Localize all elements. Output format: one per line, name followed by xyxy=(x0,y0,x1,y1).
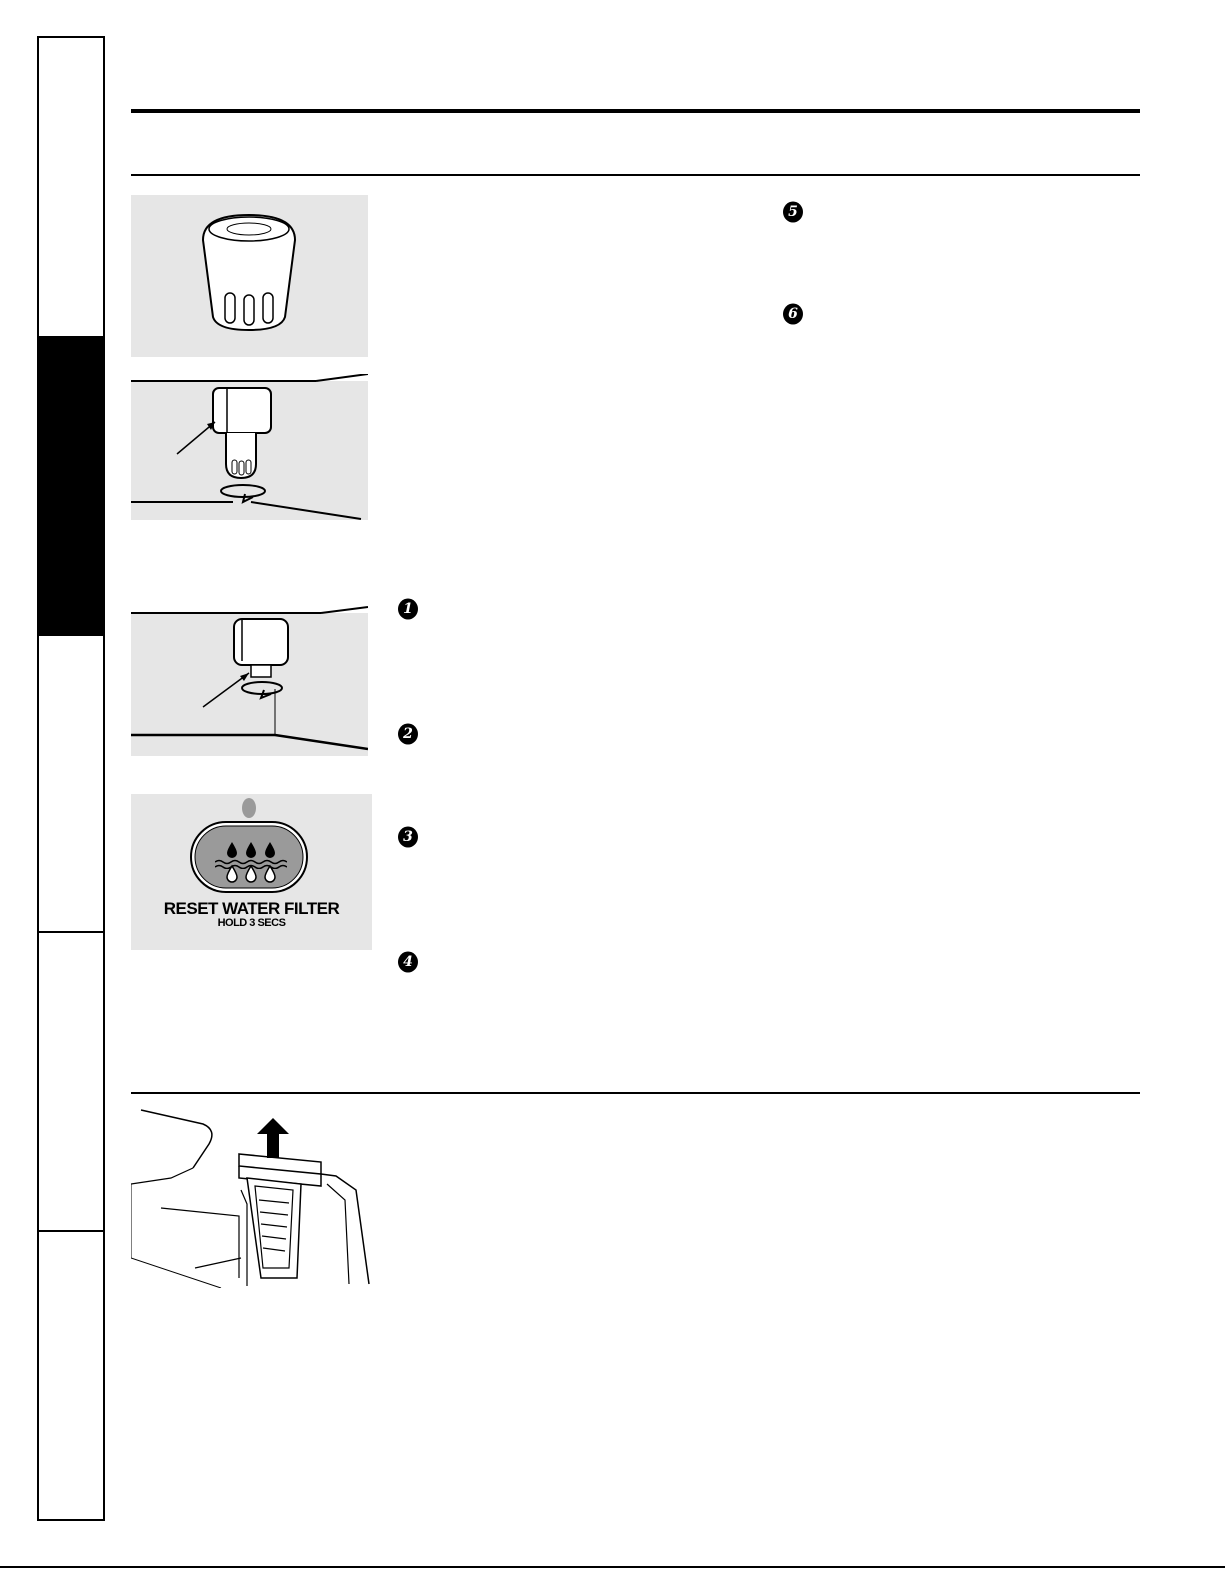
side-tab-divider xyxy=(39,1230,103,1232)
section-rule xyxy=(131,174,1140,176)
filter-installed-illustration xyxy=(131,374,368,520)
footer-rule xyxy=(0,1566,1225,1568)
filter-cartridge-illustration xyxy=(131,195,368,357)
side-tab-divider xyxy=(39,931,103,933)
filter-removal-illustration xyxy=(131,1108,371,1288)
arrow-up-icon xyxy=(255,1116,291,1160)
step-number-5: 5 xyxy=(782,201,804,223)
bypass-plug-illustration xyxy=(131,599,368,756)
water-drop-icon xyxy=(224,864,278,884)
reset-water-filter-panel xyxy=(131,794,372,950)
step-number-2: 2 xyxy=(397,723,419,745)
reset-filter-title: RESET WATER FILTER xyxy=(163,899,340,918)
side-tab-active[interactable] xyxy=(39,336,103,636)
step-number-1: 1 xyxy=(397,598,419,620)
step-number-3: 3 xyxy=(397,826,419,848)
step-number-4: 4 xyxy=(397,951,419,973)
step-number-6: 6 xyxy=(782,303,804,325)
section-rule xyxy=(131,1092,1140,1094)
reset-filter-subtitle: HOLD 3 SECS xyxy=(217,917,286,929)
header-rule xyxy=(131,109,1140,113)
water-drop-icon xyxy=(224,840,278,860)
side-tab-bar xyxy=(37,36,105,1521)
